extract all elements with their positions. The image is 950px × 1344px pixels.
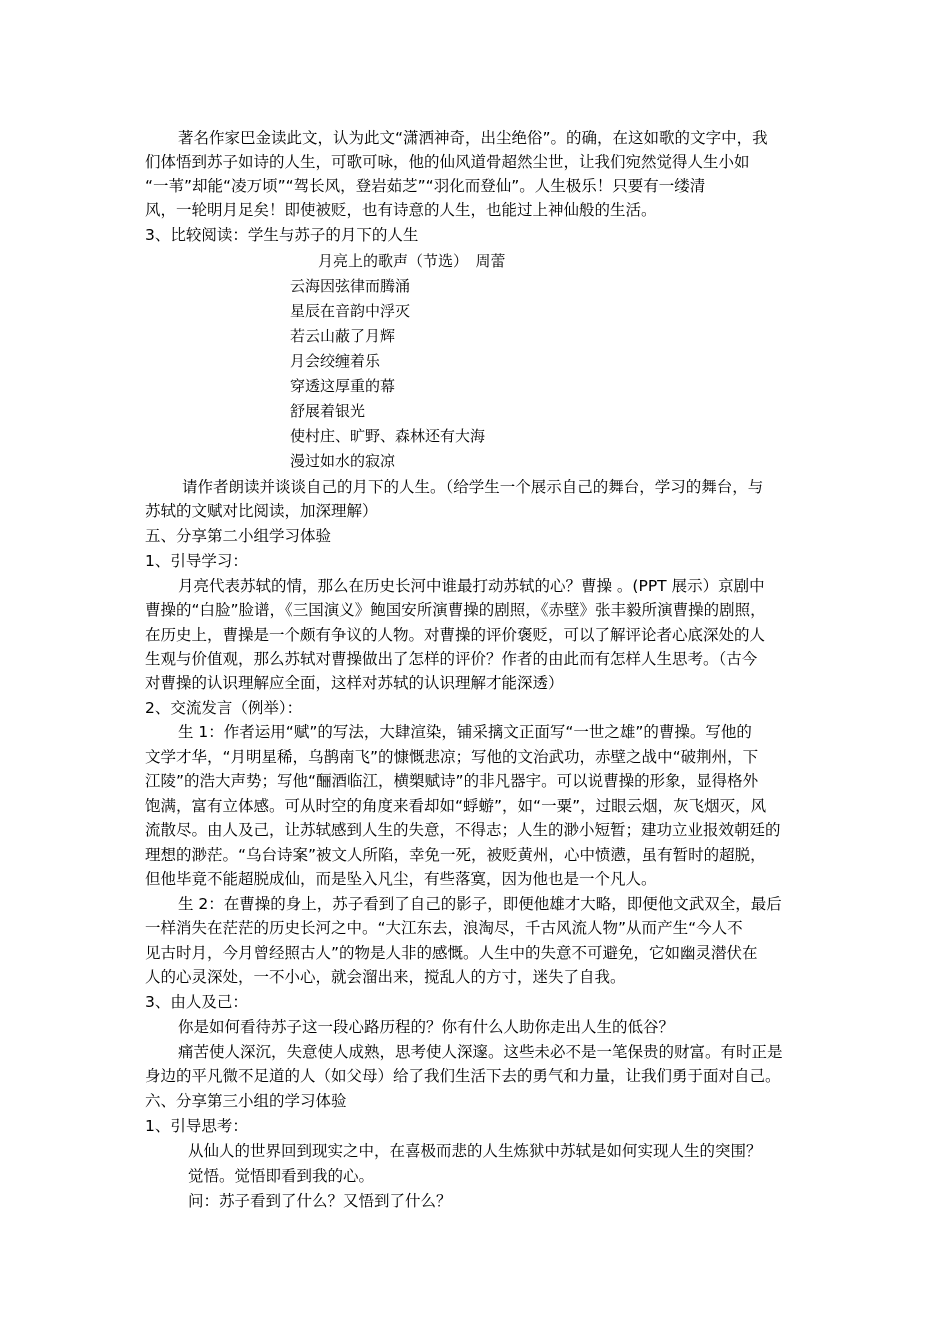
paragraph-line: 们体悟到苏子如诗的人生，可歌可咏，他的仙风道骨超然尘世，让我们宛然觉得人生小如 xyxy=(145,153,750,171)
paragraph-line: 见古时月，今月曾经照古人”的物是人非的感慨。人生中的失意不可避免，它如幽灵潜伏在 xyxy=(145,944,758,962)
section-heading: 六、分享第三小组的学习体验 xyxy=(145,1092,347,1110)
poem-line: 使村庄、旷野、森林还有大海 xyxy=(290,427,486,445)
paragraph-line: 生 1：作者运用“赋”的写法，大肆渲染，铺采摛文正面写“一世之雄”的曹操。写他的 xyxy=(178,723,752,741)
paragraph-line: 身边的平凡微不足道的人（如父母）给了我们生活下去的勇气和力量，让我们勇于面对自己。 xyxy=(145,1067,781,1085)
poem-line: 舒展着银光 xyxy=(290,402,366,420)
subsection-heading: 1、引导思考： xyxy=(145,1117,248,1135)
paragraph-line: 但他毕竟不能超脱成仙，而是坠入凡尘，有些落寞，因为他也是一个凡人。 xyxy=(145,870,657,888)
subsection-heading: 3、由人及己： xyxy=(145,993,248,1011)
paragraph-line: 著名作家巴金读此文，认为此文“潇洒神奇，出尘绝俗”。的确，在这如歌的文字中，我 xyxy=(178,129,768,147)
subsection-heading: 2、交流发言（例举）： xyxy=(145,699,303,717)
paragraph-line: 流散尽。由人及己，让苏轼感到人生的失意，不得志；人生的渺小短暂；建功立业报效朝廷的 xyxy=(145,821,781,839)
subsection-heading: 1、引导学习： xyxy=(145,552,248,570)
paragraph-line: “一苇”却能“凌万顷”“驾长风，登岩茹芝”“羽化而登仙”。人生极乐！只要有一缕清 xyxy=(145,177,706,195)
paragraph-line: 在历史上，曹操是一个颇有争议的人物。对曹操的评价褒贬，可以了解评论者心底深处的人 xyxy=(145,626,766,644)
poem-line: 穿透这厚重的幕 xyxy=(290,377,396,395)
paragraph-line: 你是如何看待苏子这一段心路历程的？你有什么人助你走出人生的低谷？ xyxy=(178,1018,675,1036)
paragraph-line: 风，一轮明月足矣！即使被贬，也有诗意的人生，也能过上神仙般的生活。 xyxy=(145,201,657,219)
paragraph-line: 生观与价值观，那么苏轼对曹操做出了怎样的评价？作者的由此而有怎样人生思考。（古今 xyxy=(145,650,758,668)
paragraph-line: 理想的渺茫。“乌台诗案”被文人所陷，幸免一死，被贬黄州，心中愤懑，虽有暂时的超脱， xyxy=(145,846,766,864)
paragraph-line: 对曹操的认识理解应全面，这样对苏轼的认识理解才能深透） xyxy=(145,674,564,692)
paragraph-line: 人的心灵深处，一不小心，就会溜出来，搅乱人的方寸，迷失了自我。 xyxy=(145,968,626,986)
paragraph-line: 从仙人的世界回到现实之中，在喜极而悲的人生炼狱中苏轼是如何实现人生的突围？ xyxy=(188,1142,762,1160)
paragraph-line: 生 2：在曹操的身上，苏子看到了自己的影子，即便他雄才大略，即便他文武双全，最后 xyxy=(178,895,782,913)
paragraph-line: 问：苏子看到了什么？又悟到了什么？ xyxy=(188,1192,452,1210)
poem-line: 星辰在音韵中浮灭 xyxy=(290,302,411,320)
poem-title: 月亮上的歌声（节选） 周蕾 xyxy=(318,252,506,270)
paragraph-line: 苏轼的文赋对比阅读，加深理解） xyxy=(145,502,378,520)
poem-line: 若云山蔽了月辉 xyxy=(290,327,396,345)
section-heading: 3、比较阅读：学生与苏子的月下的人生 xyxy=(145,226,419,244)
paragraph-line: 觉悟。觉悟即看到我的心。 xyxy=(188,1167,375,1185)
poem-line: 云海因弦律而腾涌 xyxy=(290,277,411,295)
paragraph-line: 曹操的“白脸”脸谱，《三国演义》鲍国安所演曹操的剧照，《赤壁》张丰毅所演曹操的剧照， xyxy=(145,601,766,619)
paragraph-line: 饱满，富有立体感。可从时空的角度来看却如“蜉蝣”，如“一粟”，过眼云烟，灰飞烟灭，风 xyxy=(145,797,767,815)
paragraph-line: 文学才华，“月明星稀，乌鹊南飞”的慷慨悲凉；写他的文治武功，赤壁之战中“破荆州，下 xyxy=(145,748,759,766)
section-heading: 五、分享第二小组学习体验 xyxy=(145,527,332,545)
poem-line: 漫过如水的寂凉 xyxy=(290,452,396,470)
poem-line: 月会绞缠着乐 xyxy=(290,352,381,370)
paragraph-line: 痛苦使人深沉，失意使人成熟，思考使人深邃。这些未必不是一笔保贵的财富。有时正是 xyxy=(178,1043,783,1061)
paragraph-line: 一样消失在茫茫的历史长河之中。“大江东去，浪淘尽，千古风流人物”从而产生“今人不 xyxy=(145,919,743,937)
paragraph-line: 月亮代表苏轼的情，那么在历史长河中谁最打动苏轼的心？曹操 。(PPT 展示）京剧中 xyxy=(178,577,765,595)
paragraph-line: 请作者朗读并谈谈自己的月下的人生。（给学生一个展示自己的舞台，学习的舞台，与 xyxy=(182,478,764,496)
paragraph-line: 江陵”的浩大声势；写他“酾酒临江，横槊赋诗”的非凡器宇。可以说曹操的形象，显得格外 xyxy=(145,772,759,790)
